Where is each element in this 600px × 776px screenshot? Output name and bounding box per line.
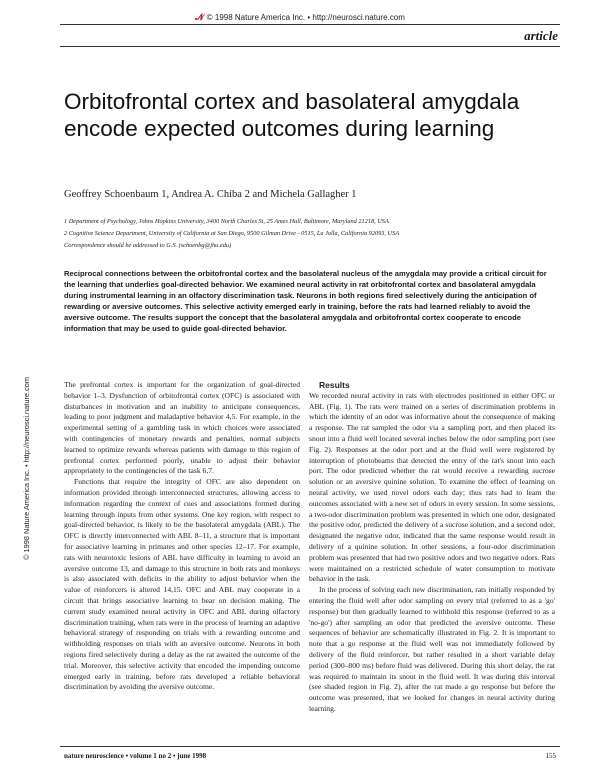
page-number: 155 [545,752,556,760]
right-column [309,380,555,715]
abstract: Reciprocal connections between the orbitofrontal cortex and the basolateral nucleus of the amygdala may provide a critical circuit for the learning that underlies goal-directed behavior. We examined neural activity in rat orbitofrontal cortex and basolateral amygdala during instrumental learning in an olfactory discrimination task. Neurons in both regions fired selectively during the anticipation of rewarding or aversive outcomes. This selective activity emerged early in training, before the rats had learned reliably to avoid the aversive outcome. The results support the concept that the basolateral amygdala and orbitofrontal cortex cooperate to encode information that may be used to guide goal-directed behavior. [64,269,547,334]
header-rule [60,24,560,25]
journal-footer: nature neuroscience • volume 1 no 2 • june 1998 [64,752,207,760]
affiliation-1: 1 Department of Psychology, Johns Hopkins University, 3400 North Charles St, 25 Ames Hall, Baltimore, Maryland 21218, USA [64,218,389,225]
nature-logo-icon: 𝓝 [195,12,204,22]
results-heading: Results [319,380,350,390]
body-paragraph: In the process of solving each new discrimination, rats initially responded by entering the fluid well after odor sampling on every trial (referred to as a 'go' response) but then gradually learned to withhold this response (referred to as a 'no-go') after sampling an odor that predicted the aversive outcome. These sequences of behavior are schematically illustrated in Fig. 2. It is important to note that a go response at the fluid well was not immediately followed by delivery of the fluid reinforcer, but rather resulted in a short variable delay period (300–800 ms) before fluid was delivered. During this short delay, the rat was required to maintain its snout in the fluid well. It was during this interval (see shaded region in Fig. 2), after the rat made a go response but before the outcome was presented, that we looked for changes in neural activity during learning. [309,585,555,713]
copyright-header: 𝓝 © 1998 Nature America Inc. • http://neurosci.nature.com [195,12,405,22]
body-paragraph: We recorded neural activity in rats with electrodes positioned in either OFC or ABL (Fig. 1). The rats were trained on a series of discrimination problems in which the identity of an odor was informative about the consequence of making a response. The rat sampled the odor via a sampling port, and then placed its snout into a fluid well located several inches below the odor sampling port (see Fig. 2). Responses at the odor port and at the fluid well were registered by interruption of photobeams that detected the entry of the rat's snout into each port. The odor predicted whether the rat would receive a rewarding sucrose solution or an aversive quinine solution. To examine the effect of learning on neural activity, we used novel odors each day; thus rats had to learn the outcomes associated with a new set of odors in every session. In some sessions, a two-odor discrimination problem was presented in which one odor, designated the positive odor, predicted the delivery of a sucrose solution, and a second odor, designated the negative odor, indicated that the same response would result in delivery of a quinine solution. In other sessions, a four-odor discrimination problem was presented that had two positive odors and two negative odors. Rats were maintained on a restricted schedule of water consumption to motivate behavior in the task. [309,390,555,584]
author-list: Geoffrey Schoenbaum 1, Andrea A. Chiba 2 and Michela Gallagher 1 [64,189,357,200]
affiliation-2: 2 Cognitive Science Department, University of California at San Diego, 9500 Gilman Drive - 0515, La Jolla, California 92093, USA [64,230,400,237]
article-title: Orbitofrontal cortex and basolateral amygdala encode expected outcomes during learning [64,89,520,141]
side-copyright-text: © 1998 Nature America Inc. • http://neurosci.nature.com [22,376,31,560]
correspondence: Correspondence should be addressed to G.S. (schoenbg@jhu.edu) [64,242,232,249]
affiliations [64,216,564,252]
header-rule-2 [60,46,560,47]
body-paragraph: Functions that require the integrity of OFC are also dependent on information provided through interconnected structures, allowing access to information regarding the context of cues and associations formed during learning through inputs from other systems. One key region, with respect to goal-directed behavior, is likely to be the basolateral amygdala (ABL). The OFC is directly interconnected with ABL 8–11, a structure that is important for associative learning in primates and other species 12–17. For example, rats with neurotoxic lesions of ABL have difficulty in learning to avoid an aversive outcome 13, and damage to this structure in both rats and monkeys is also associated with deficits in the ability to adjust behavior when the value of reinforcers is altered 14,15. OFC and ABL may cooperate in a circuit that brings associative learning to bear on decision making. The current study examined neural activity in OFC and ABL during olfactory discrimination training, when rats were in the process of learning an adaptive behavioral strategy of responding on trials with a rewarding outcome and withholding responses on trials with an aversive outcome. Neurons in both regions fired selectively during a delay as the rat awaited the outcome of the trial. Moreover, this selective activity that encoded the impending outcome emerged early in training, before rats developed a reliable behavioral discrimination by avoiding the aversive outcome. [64,477,300,692]
body-paragraph: The prefrontal cortex is important for the organization of goal-directed behavior 1–3. Dysfunction of orbitofrontal cortex (OFC) is associated with disturbances in motivation and an inability to anticipate consequences, leading to poor judgment and maladaptive behavior 4,5. For example, in the experimental setting of a gambling task in which choices were associated with contingencies of monetary rewards and penalties, normal subjects learned to optimize rewards whereas patients with damage to this region of prefrontal cortex performed poorly, unable to adjust their behavior appropriately to the contingencies of the task 6,7. [64,380,300,476]
section-label: article [524,28,558,43]
footer-rule [60,746,560,747]
left-column [64,380,300,693]
